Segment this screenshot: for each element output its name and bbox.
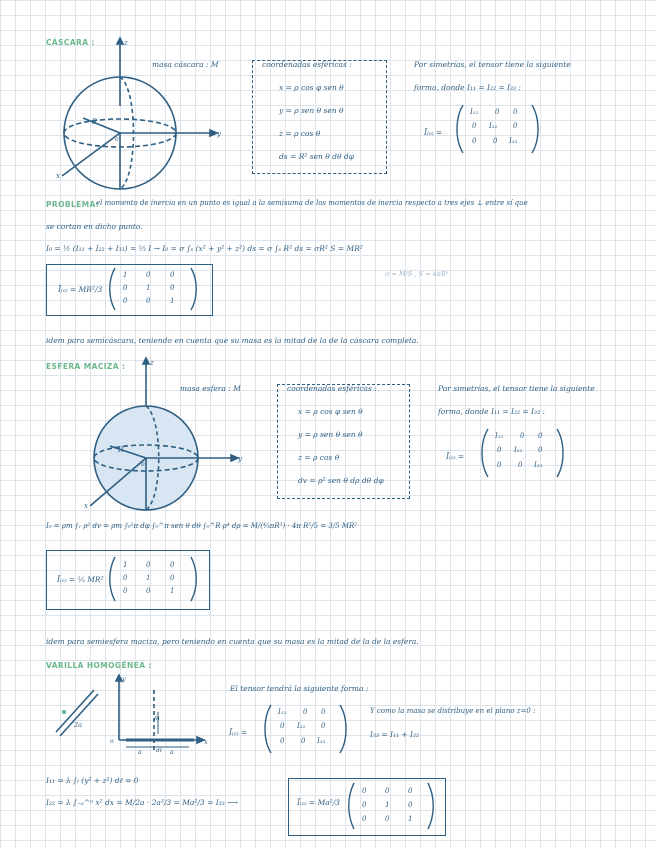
esfera-tensor-matrix: I₁₁ 0 0 0 I₂₂ 0 0 0 I₃₃ (480, 427, 565, 479)
axis-z-label: z (124, 39, 128, 47)
problema-result-matrix: 1 0 0 0 1 0 0 0 1 (108, 267, 198, 311)
radius-label: R (92, 118, 98, 126)
varilla-i33: I₃₃ = I₁₁ + I₂₂ (370, 730, 420, 739)
esfera-coord-title: coordenadas esféricas : (287, 384, 377, 393)
radius-label: R (118, 446, 124, 454)
problema-result-label: Ī₍ₒ₎ = MR²/3 (58, 285, 103, 294)
section-title-cascara: CÁSCARA : (46, 38, 95, 47)
esfera-sym-line2: forma, donde I₁₁ = I₂₂ = I₃₃ : (438, 407, 545, 416)
origin-label: o (115, 136, 119, 143)
esfera-tensor-label: Ī₍ₒ₎ = (446, 452, 465, 461)
axis-x-label: x (56, 172, 60, 180)
cascara-coord-ds: ds = R² sen θ dθ dφ (279, 152, 354, 161)
esfera-equation: I₀ = ρm ∫ᵥ ρ² dv = ρm ∫₀²π dφ ∫₀^π sen θ dθ ∫₀^R ρ⁴ dρ = M/(⁴⁄₃πR³) · 4π R⁵/5 = 3/5 MR² (46, 522, 358, 530)
varilla-result-matrix: 0 0 0 0 1 0 0 0 1 (347, 782, 435, 830)
esfera-sym-line1: Por simetrías, el tensor tiene la siguiente (438, 384, 595, 393)
semicascara-text: idem para semicáscara, teniendo en cuenta que su masa es la mitad de la de la cáscara completa. (46, 336, 419, 345)
cascara-coord-z: z = ρ cos θ (279, 129, 321, 138)
rod-length-label: 2a (74, 721, 83, 729)
cascara-tensor-matrix: I₁₁ 0 0 0 I₂₂ 0 0 0 I₃₃ (455, 103, 540, 155)
problema-label: PROBLEMA: (46, 200, 100, 209)
section-title-esfera: ESFERA MACIZA : (46, 362, 126, 371)
problema-aside-note: σ = M/S , S = 4πR² (385, 270, 449, 278)
esfera-coord-dv: dv = ρ² sen θ dρ dθ dφ (298, 476, 384, 485)
problema-line1: el momento de inercia en un punto es igual a la semisuma de los momentos de inercia respecto a tres ejes ⊥ entre sí que (96, 199, 528, 207)
section-title-varilla: VARILLA HOMOGÉNEA : (46, 661, 152, 670)
rod-mass-dot (62, 710, 66, 714)
mass-element-label: m (154, 715, 160, 722)
matrix-parens (108, 556, 198, 602)
esfera-coord-x: x = ρ cos φ sen θ (298, 407, 363, 416)
varilla-mass-note: Y como la masa se distribuye en el plano z=0 : (370, 707, 536, 715)
axis-y-label: y (238, 455, 242, 463)
cascara-sym-line2: forma, donde I₁₁ = I₂₂ = I₃₃ : (414, 83, 521, 92)
esfera-sphere-diagram (78, 358, 253, 513)
varilla-tensor-intro: El tensor tendrá la siguiente forma : (230, 684, 369, 693)
axis-y-label: y (217, 130, 221, 138)
problema-equation: I₀ = ½ (I₁₁ + I₂₂ + I₃₃) = ⅔ I → I₀ = σ ∫ₛ (x² + y² + z²) ds = σ ∫ₛ R² ds = σR² S = MR² (46, 244, 363, 253)
axis-z-label: z (150, 359, 154, 367)
esfera-masa: masa esfera : M (180, 384, 241, 393)
esfera-result-matrix: 1 0 0 0 1 0 0 0 1 (108, 556, 198, 602)
origin-label: o (110, 738, 114, 745)
axis-y-label: y (122, 675, 126, 683)
esfera-coord-y: y = ρ sen θ sen θ (298, 430, 363, 439)
cascara-coord-title: coordenadas esféricas : (262, 60, 352, 69)
half-length-label-left: a (138, 749, 142, 756)
varilla-diagram (44, 672, 219, 757)
cascara-sym-line1: Por simetrías, el tensor tiene la siguiente (414, 60, 571, 69)
cascara-coord-x: x = ρ cos φ sen θ (279, 83, 344, 92)
cascara-tensor-label: Ī₍ₒ₎ = (424, 128, 443, 137)
matrix-parens (108, 267, 198, 311)
dl-label: dℓ (156, 748, 162, 754)
varilla-eq1: I₁₁ = λ ∫ₗ (y² + z²) dℓ = 0 (46, 776, 139, 785)
axis-x-label: x (204, 738, 208, 746)
varilla-tensor-label: Ī₍ₒ₎ = (229, 728, 248, 737)
problema-line2: se cortan en dicho punto. (46, 222, 143, 231)
axis-x-label: x (84, 502, 88, 510)
varilla-tensor-matrix: I₁₁ 0 0 0 I₂₂ 0 0 0 I₃₃ (263, 703, 348, 755)
origin-label: o (141, 461, 145, 468)
half-length-label-right: a (170, 749, 174, 756)
semiesfera-text: idem para semiesfera maciza, pero teniendo en cuenta que su masa es la mitad de la de la esfera. (46, 637, 419, 646)
varilla-result-label: Ī₍ₒ₎ = Ma²/3 (297, 798, 341, 807)
esfera-coord-z: z = ρ cos θ (298, 453, 340, 462)
varilla-eq2: I₂₂ = λ ∫₋ₐ^ᵃ x² dx = M/2a · 2a³/3 = Ma²/3 = I₃₃ ⟶ (46, 798, 238, 807)
matrix-parens (347, 782, 435, 830)
esfera-result-label: Ī₍ₒ₎ = ⅖ MR² (57, 575, 104, 584)
cascara-coord-y: y = ρ sen θ sen θ (279, 106, 344, 115)
cascara-masa: masa cáscara : M (152, 60, 219, 69)
